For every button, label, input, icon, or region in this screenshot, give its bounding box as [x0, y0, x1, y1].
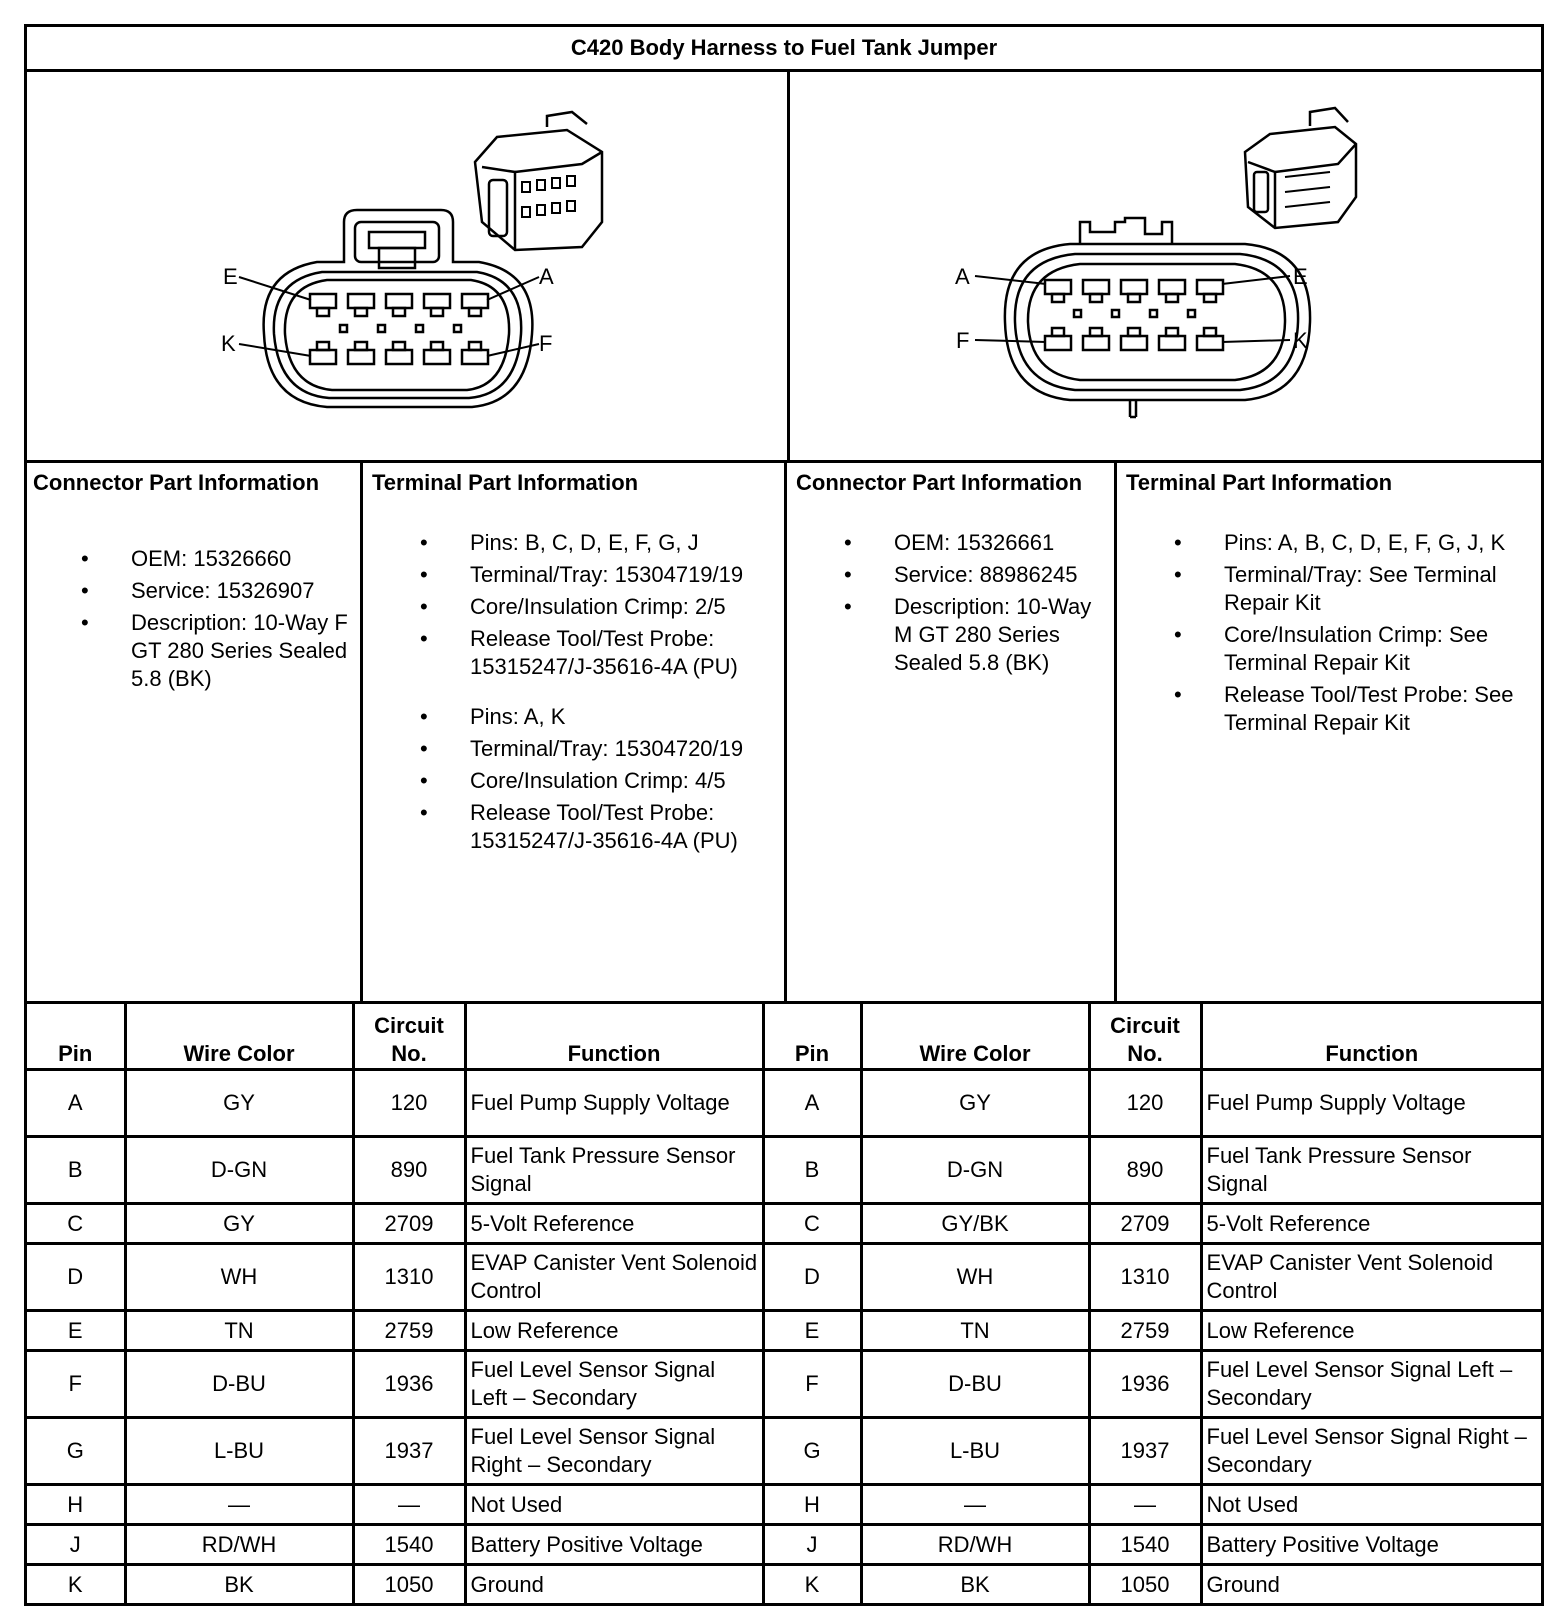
function-cell: Fuel Level Sensor Signal Right – Secondary [465, 1418, 763, 1485]
pin-cell: B [27, 1137, 125, 1204]
male-connector-face-icon [790, 72, 1541, 460]
pin-label-top-left: A [955, 264, 970, 289]
circuit-cell: 1540 [1089, 1525, 1201, 1565]
female-connector-3d-icon [475, 112, 602, 250]
pinout-table-body [27, 1070, 1541, 1604]
function-cell: Fuel Level Sensor Signal Right – Secondary [1201, 1418, 1541, 1485]
pin-cell: H [27, 1485, 125, 1525]
list-item: • Pins: A, B, C, D, E, F, G, J, K [1126, 529, 1535, 557]
wire-color-cell: D-GN [125, 1137, 353, 1204]
function-cell: Low Reference [465, 1311, 763, 1351]
function-cell: Battery Positive Voltage [465, 1525, 763, 1565]
header-pin: Pin [763, 1003, 861, 1070]
pin-cell: H [763, 1485, 861, 1525]
circuit-cell: 1936 [353, 1351, 465, 1418]
list-item: • Core/Insulation Crimp: 2/5 [372, 593, 778, 621]
pin-label-bottom-right: F [539, 331, 553, 356]
left-connector-info-list [33, 545, 354, 693]
wire-color-cell: WH [861, 1244, 1089, 1311]
circuit-cell: 2709 [353, 1204, 465, 1244]
header-pin: Pin [27, 1003, 125, 1070]
pin-cell: G [27, 1418, 125, 1485]
table-row [27, 1418, 1541, 1485]
list-item: • Pins: A, K [372, 703, 778, 731]
circuit-cell: 1937 [353, 1418, 465, 1485]
pin-cell: A [763, 1070, 861, 1137]
function-cell: Not Used [1201, 1485, 1541, 1525]
circuit-cell: 2759 [1089, 1311, 1201, 1351]
pin-cell: C [27, 1204, 125, 1244]
list-item: • Terminal/Tray: 15304720/19 [372, 735, 778, 763]
wire-color-cell: — [125, 1485, 353, 1525]
list-item: • Terminal/Tray: 15304719/19 [372, 561, 778, 589]
function-cell: 5-Volt Reference [1201, 1204, 1541, 1244]
circuit-cell: 1937 [1089, 1418, 1201, 1485]
pin-cell: G [763, 1418, 861, 1485]
wire-color-cell: L-BU [861, 1418, 1089, 1485]
wire-color-cell: D-BU [125, 1351, 353, 1418]
circuit-cell: 890 [1089, 1137, 1201, 1204]
function-cell: Fuel Pump Supply Voltage [1201, 1070, 1541, 1137]
left-connector-info-heading: Connector Part Information [33, 470, 320, 495]
pin-cell: E [763, 1311, 861, 1351]
wire-color-cell: GY/BK [861, 1204, 1089, 1244]
circuit-cell: 1540 [353, 1525, 465, 1565]
function-cell: EVAP Canister Vent Solenoid Control [1201, 1244, 1541, 1311]
right-terminal-part-info [1120, 463, 1541, 1001]
circuit-cell: 2709 [1089, 1204, 1201, 1244]
pin-cell: C [763, 1204, 861, 1244]
function-cell: Ground [465, 1565, 763, 1604]
circuit-cell: — [1089, 1485, 1201, 1525]
list-item: • Release Tool/Test Probe: See Terminal Repair Kit [1126, 681, 1535, 737]
table-row [27, 1485, 1541, 1525]
male-connector-diagram [790, 72, 1541, 463]
function-cell: Fuel Pump Supply Voltage [465, 1070, 763, 1137]
wire-color-cell: GY [861, 1070, 1089, 1137]
header-wire-color: Wire Color [861, 1003, 1089, 1070]
pin-label-top-right: A [539, 264, 554, 289]
function-cell: Not Used [465, 1485, 763, 1525]
list-item: • OEM: 15326660 [33, 545, 354, 573]
wire-color-cell: TN [861, 1311, 1089, 1351]
page-title: C420 Body Harness to Fuel Tank Jumper [27, 27, 1541, 72]
list-item: • Terminal/Tray: See Terminal Repair Kit [1126, 561, 1535, 617]
left-terminal-info-heading: Terminal Part Information [372, 470, 639, 495]
table-row [27, 1137, 1541, 1204]
pin-cell: K [27, 1565, 125, 1604]
pin-label-bottom-right: K [1293, 328, 1308, 353]
left-terminal-group-1 [372, 529, 778, 681]
wire-color-cell: BK [861, 1565, 1089, 1604]
pin-label-top-left: E [223, 264, 238, 289]
wire-color-cell: GY [125, 1070, 353, 1137]
list-item: • Release Tool/Test Probe: 15315247/J-35616-4A (PU) [372, 799, 778, 855]
female-connector-diagram [27, 72, 790, 463]
pin-cavities [310, 294, 488, 364]
wire-color-cell: GY [125, 1204, 353, 1244]
pin-cell: D [27, 1244, 125, 1311]
header-function: Function [1201, 1003, 1541, 1070]
circuit-cell: 120 [353, 1070, 465, 1137]
circuit-cell: 890 [353, 1137, 465, 1204]
pin-cell: J [763, 1525, 861, 1565]
circuit-cell: 1050 [1089, 1565, 1201, 1604]
header-circuit: Circuit No. [353, 1003, 465, 1070]
pin-cell: E [27, 1311, 125, 1351]
wire-color-cell: RD/WH [861, 1525, 1089, 1565]
pin-cell: F [27, 1351, 125, 1418]
function-cell: Fuel Level Sensor Signal Left – Secondary [465, 1351, 763, 1418]
list-item: • Core/Insulation Crimp: 4/5 [372, 767, 778, 795]
table-header-row [27, 1003, 1541, 1070]
circuit-cell: 2759 [353, 1311, 465, 1351]
table-row [27, 1311, 1541, 1351]
circuit-cell: — [353, 1485, 465, 1525]
circuit-cell: 1310 [1089, 1244, 1201, 1311]
pin-label-top-right: E [1293, 264, 1308, 289]
function-cell: Battery Positive Voltage [1201, 1525, 1541, 1565]
circuit-cell: 120 [1089, 1070, 1201, 1137]
table-row [27, 1525, 1541, 1565]
header-function: Function [465, 1003, 763, 1070]
list-item: • Service: 88986245 [796, 561, 1108, 589]
right-terminal-info-list [1126, 529, 1535, 737]
pin-cell: D [763, 1244, 861, 1311]
table-row [27, 1565, 1541, 1604]
circuit-cell: 1050 [353, 1565, 465, 1604]
pin-cell: J [27, 1525, 125, 1565]
male-connector-3d-icon [1245, 108, 1356, 228]
list-item: • Service: 15326907 [33, 577, 354, 605]
wire-color-cell: D-BU [861, 1351, 1089, 1418]
wire-color-cell: RD/WH [125, 1525, 353, 1565]
header-wire-color: Wire Color [125, 1003, 353, 1070]
right-connector-info-list [796, 529, 1108, 677]
right-connector-part-info [790, 463, 1117, 1001]
circuit-cell: 1310 [353, 1244, 465, 1311]
function-cell: Fuel Tank Pressure Sensor Signal [465, 1137, 763, 1204]
list-item: • Pins: B, C, D, E, F, G, J [372, 529, 778, 557]
wire-color-cell: D-GN [861, 1137, 1089, 1204]
table-row [27, 1244, 1541, 1311]
circuit-cell: 1936 [1089, 1351, 1201, 1418]
female-connector-face-icon [27, 72, 787, 460]
wire-color-cell: BK [125, 1565, 353, 1604]
function-cell: Low Reference [1201, 1311, 1541, 1351]
table-row [27, 1204, 1541, 1244]
list-item: • Core/Insulation Crimp: See Terminal Repair Kit [1126, 621, 1535, 677]
pin-label-bottom-left: F [956, 328, 970, 353]
function-cell: Fuel Tank Pressure Sensor Signal [1201, 1137, 1541, 1204]
left-connector-part-info [27, 463, 363, 1001]
left-terminal-part-info [366, 463, 787, 1001]
function-cell: Ground [1201, 1565, 1541, 1604]
wire-color-cell: — [861, 1485, 1089, 1525]
pin-cell: K [763, 1565, 861, 1604]
wire-color-cell: WH [125, 1244, 353, 1311]
pin-cell: B [763, 1137, 861, 1204]
table-row [27, 1351, 1541, 1418]
wire-color-cell: L-BU [125, 1418, 353, 1485]
pinout-sheet [24, 24, 1544, 1606]
list-item: • OEM: 15326661 [796, 529, 1108, 557]
header-circuit: Circuit No. [1089, 1003, 1201, 1070]
function-cell: 5-Volt Reference [465, 1204, 763, 1244]
left-terminal-group-2 [372, 703, 778, 855]
wire-color-cell: TN [125, 1311, 353, 1351]
pin-blades [1045, 280, 1223, 350]
function-cell: Fuel Level Sensor Signal Left – Secondary [1201, 1351, 1541, 1418]
right-connector-info-heading: Connector Part Information [796, 470, 1083, 495]
pinout-table [27, 1001, 1541, 1603]
table-row [27, 1070, 1541, 1137]
pin-cell: A [27, 1070, 125, 1137]
list-item: • Description: 10-Way F GT 280 Series Sealed 5.8 (BK) [33, 609, 354, 693]
function-cell: EVAP Canister Vent Solenoid Control [465, 1244, 763, 1311]
right-terminal-info-heading: Terminal Part Information [1126, 470, 1393, 495]
list-item: • Description: 10-Way M GT 280 Series Sealed 5.8 (BK) [796, 593, 1108, 677]
pin-cell: F [763, 1351, 861, 1418]
pin-label-bottom-left: K [221, 331, 236, 356]
list-item: • Release Tool/Test Probe: 15315247/J-35616-4A (PU) [372, 625, 778, 681]
